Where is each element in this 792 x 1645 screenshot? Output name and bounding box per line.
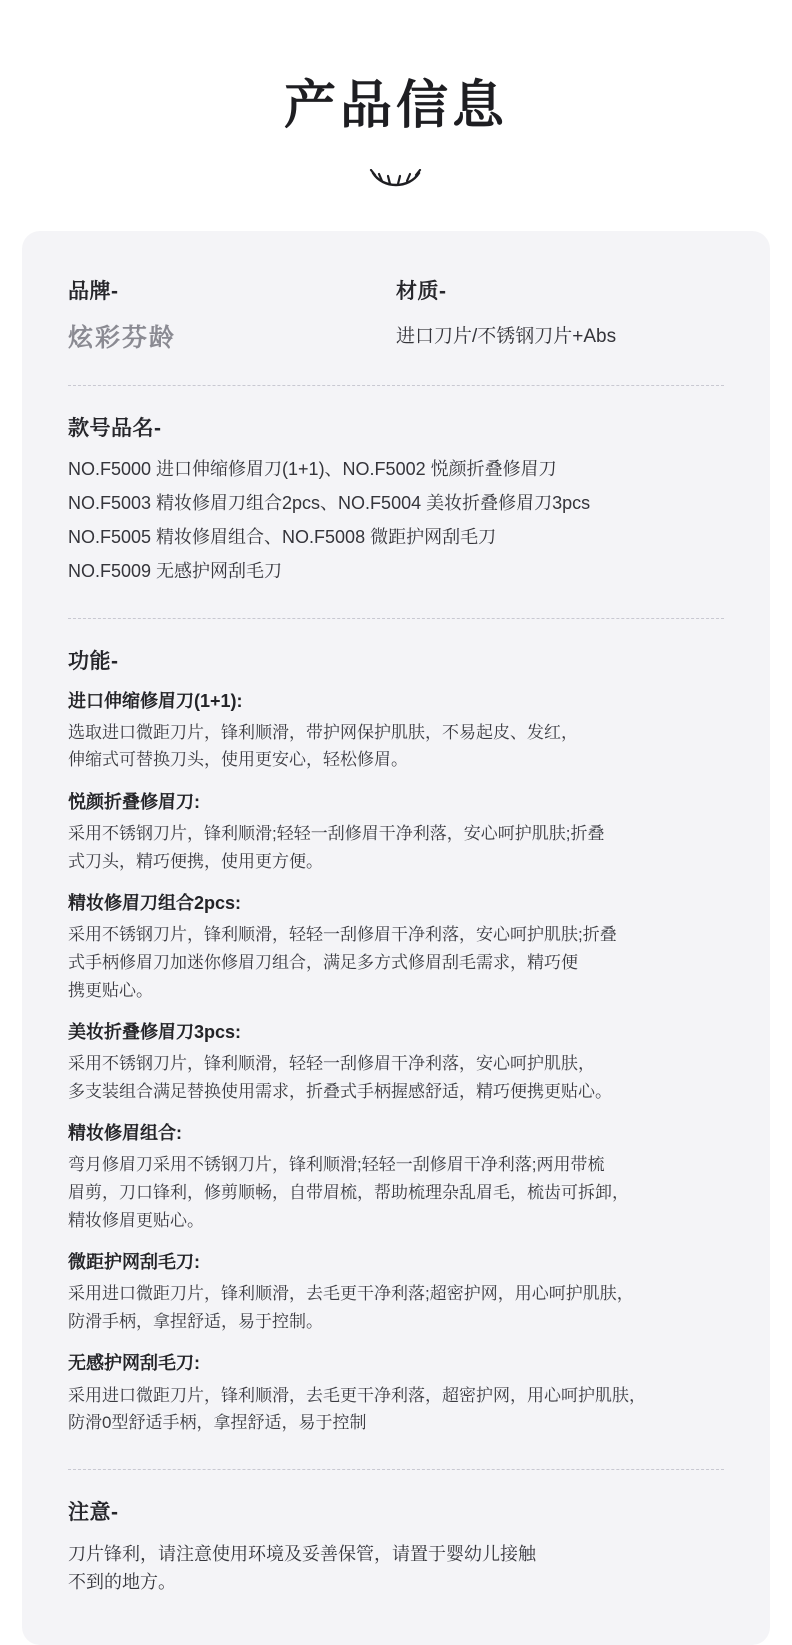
function-desc-line: 采用不锈钢刀片，锋利顺滑，轻轻一刮修眉干净利落，安心呵护肌肤;折叠	[68, 925, 617, 945]
models-label: 款号品名-	[68, 417, 162, 441]
function-name: 悦颜折叠修眉刀:	[68, 792, 200, 812]
divider-1	[68, 385, 724, 386]
material-label: 材质-	[396, 280, 447, 304]
function-desc-line: 采用不锈钢刀片，锋利顺滑;轻轻一刮修眉干净利落，安心呵护肌肤;折叠	[68, 824, 605, 844]
function-name: 精妆修眉刀组合2pcs:	[68, 893, 242, 914]
function-desc-line: 眉剪，刀口锋利，修剪顺畅，自带眉梳，帮助梳理杂乱眉毛，梳齿可拆卸，	[68, 1183, 629, 1202]
function-item	[68, 1121, 724, 1234]
product-info-card	[22, 231, 770, 1645]
function-desc-line: 多支装组合满足替换使用需求，折叠式手柄握感舒适，精巧便携更贴心。	[68, 1081, 612, 1101]
model-line: NO.F5005 精妆修眉组合、NO.F5008 微距护网刮毛刀	[68, 526, 497, 547]
function-item	[68, 689, 724, 774]
model-line: NO.F5003 精妆修眉刀组合2pcs、NO.F5004 美妆折叠修眉刀3pcs	[68, 493, 591, 514]
function-name: 微距护网刮毛刀:	[68, 1252, 200, 1273]
function-desc-line: 防滑手柄，拿捏舒适，易于控制。	[68, 1311, 323, 1331]
note-block	[68, 1496, 724, 1598]
brand-material-row	[68, 275, 724, 353]
function-name: 进口伸缩修眉刀(1+1):	[68, 690, 243, 711]
function-desc-line: 采用不锈钢刀片，锋利顺滑，轻轻一刮修眉干净利落，安心呵护肌肤，	[68, 1054, 595, 1074]
note-line: 刀片锋利，请注意使用环境及妥善保管，请置于婴幼儿接触	[68, 1543, 536, 1564]
functions-label: 功能-	[68, 649, 119, 673]
divider-3	[68, 1469, 724, 1470]
functions-block	[68, 645, 724, 1437]
function-desc-line: 防滑0型舒适手柄，拿捏舒适，易于控制	[68, 1413, 367, 1433]
function-item	[68, 790, 724, 875]
material-value: 进口刀片/不锈钢刀片+Abs	[396, 326, 617, 348]
divider-2	[68, 618, 724, 619]
note-line: 不到的地方。	[68, 1572, 176, 1593]
note-label: 注意-	[68, 1500, 119, 1524]
eyelash-icon	[369, 169, 423, 195]
brand-block	[68, 275, 396, 353]
brand-label: 品牌-	[68, 280, 119, 304]
model-line: NO.F5000 进口伸缩修眉刀(1+1)、NO.F5002 悦颜折叠修眉刀	[68, 459, 557, 480]
models-block	[68, 412, 724, 586]
function-desc-line: 式刀头，精巧便携，使用更方便。	[68, 851, 323, 871]
eyelash-ornament	[0, 169, 792, 195]
function-desc-line: 采用进口微距刀片，锋利顺滑，去毛更干净利落;超密护网，用心呵护肌肤，	[68, 1284, 634, 1304]
function-item	[68, 1250, 724, 1335]
function-item	[68, 1020, 724, 1105]
model-line: NO.F5009 无感护网刮毛刀	[68, 560, 283, 581]
models-list	[68, 456, 724, 586]
function-item	[68, 1351, 724, 1436]
brand-value: 炫彩芬龄	[68, 324, 177, 353]
page-title: 产品信息	[283, 77, 508, 135]
function-desc-line: 选取进口微距刀片，锋利顺滑，带护网保护肌肤，不易起皮、发红，	[68, 722, 578, 742]
function-desc-line: 伸缩式可替换刀头，使用更安心，轻松修眉。	[68, 750, 408, 770]
function-desc-line: 精妆修眉更贴心。	[68, 1210, 204, 1230]
function-name: 精妆修眉组合:	[68, 1123, 182, 1144]
material-block	[396, 275, 724, 352]
function-desc-line: 弯月修眉刀采用不锈钢刀片，锋利顺滑;轻轻一刮修眉干净利落;两用带梳	[68, 1155, 605, 1175]
function-item	[68, 891, 724, 1004]
function-desc-line: 携更贴心。	[68, 980, 153, 1000]
function-desc-line: 式手柄修眉刀加迷你修眉刀组合，满足多方式修眉刮毛需求，精巧便	[68, 952, 578, 972]
function-name: 无感护网刮毛刀:	[68, 1353, 200, 1374]
function-desc-line: 采用进口微距刀片，锋利顺滑，去毛更干净利落，超密护网，用心呵护肌肤，	[68, 1385, 646, 1405]
function-name: 美妆折叠修眉刀3pcs:	[68, 1022, 242, 1043]
